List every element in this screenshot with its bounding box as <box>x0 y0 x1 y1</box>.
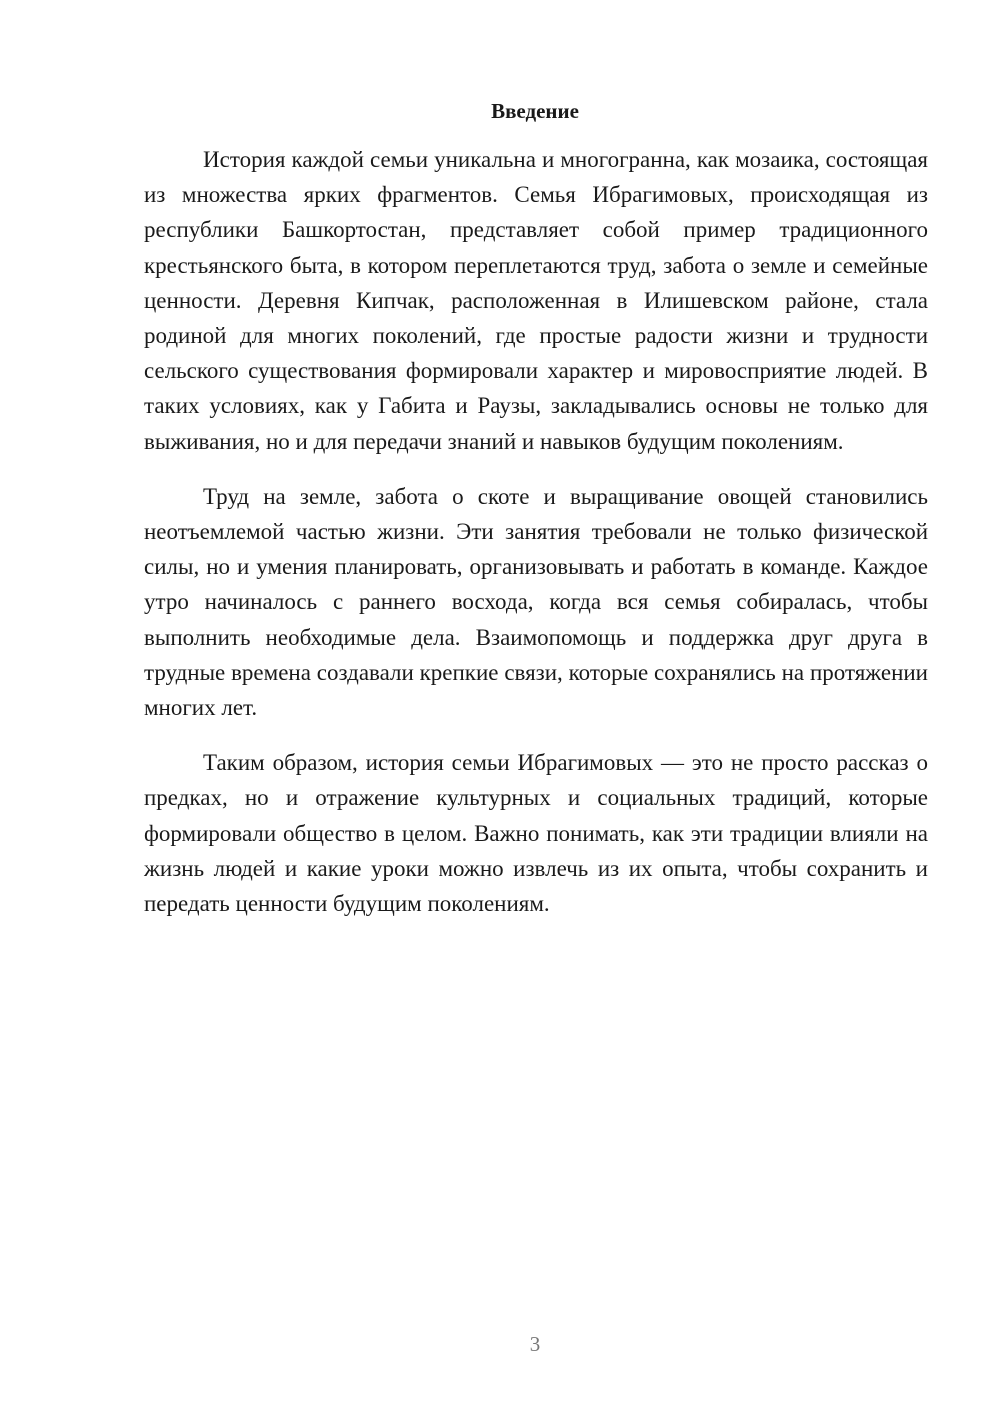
page-number: 3 <box>529 1332 541 1356</box>
paragraph-3: Таким образом, история семьи Ибрагимовых — это не просто рассказ о предках, но и отражение культурных и социальных традиций, которые формировали общество в целом. Важно понимать, как эти традиции влияли на жизнь людей и какие уроки можно извлечь из их опыта, чтобы сохранить и передать ценности будущим поколениям. <box>144 750 928 917</box>
paragraph-1: История каждой семьи уникальна и многогранна, как мозаика, состоящая из множества ярких фрагментов. Семья Ибрагимовых, происходящая из республики Башкортостан, представляет собой пример традиционного крестьянского быта, в котором переплетаются труд, забота о земле и семейные ценности. Деревня Кипчак, расположенная в Илишевском районе, стала родиной для многих поколений, где простые радости жизни и трудности сельского существования формировали характер и мировосприятие людей. В таких условиях, как у Габита и Раузы, закладывались основы не только для выживания, но и для передачи знаний и навыков будущим поколениям. <box>144 147 928 454</box>
body-text <box>144 142 928 941</box>
section-heading: Введение <box>491 99 579 123</box>
paragraph-2: Труд на земле, забота о скоте и выращивание овощей становились неотъемлемой частью жизни. Эти занятия требовали не только физической силы, но и умения планировать, организовывать и работать в команде. Каждое утро начиналось с раннего восхода, когда вся семья собиралась, чтобы выполнить необходимые дела. Взаимопомощь и поддержка друг друга в трудные времена создавали крепкие связи, которые сохранялись на протяжении многих лет. <box>144 483 928 721</box>
